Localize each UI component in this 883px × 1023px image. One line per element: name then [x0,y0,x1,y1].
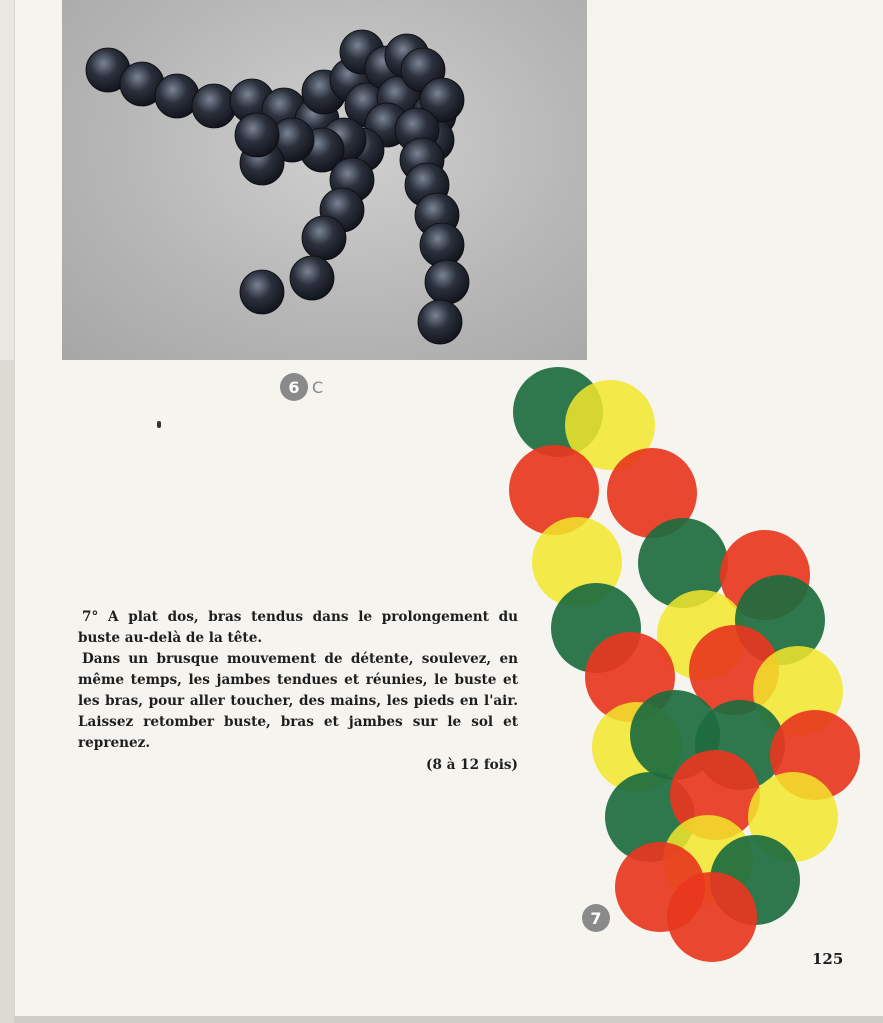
exercise-text [78,607,518,776]
figure-6c-label [280,373,323,401]
sequin-disc [235,113,279,157]
sequin-disc [192,84,236,128]
page-number: 125 [812,950,844,968]
figure-7-label [582,904,610,932]
figure-number-badge: 7 [582,904,610,932]
sequin-figure-photo [62,0,587,360]
repetitions: (8 à 12 fois) [426,757,518,773]
figure-number-badge: 6 [280,373,308,401]
colored-dots-collage [500,365,870,970]
sequin-disc [240,270,284,314]
page-bottom-edge [14,1016,883,1023]
sequin-figure-drawing [62,0,587,360]
print-speck [157,421,161,428]
sequin-disc [418,300,462,344]
page-edge [0,360,14,1023]
color-dot [667,872,757,962]
exercise-paragraph-1: 7° A plat dos, bras tendus dans le prolongement du buste au-delà de la tête. [78,609,518,646]
exercise-paragraph-2: Dans un brusque mouvement de détente, soulevez, en même temps, les jambes tendues et réunies, le buste et les bras, pour aller toucher, des mains, les pieds en l'air. Laissez retomber buste, bras et jambes sur le sol et reprenez. [78,651,518,751]
sequin-disc [290,256,334,300]
figure-suffix: C [312,377,324,397]
sequin-disc [302,216,346,260]
sequin-disc [425,260,469,304]
